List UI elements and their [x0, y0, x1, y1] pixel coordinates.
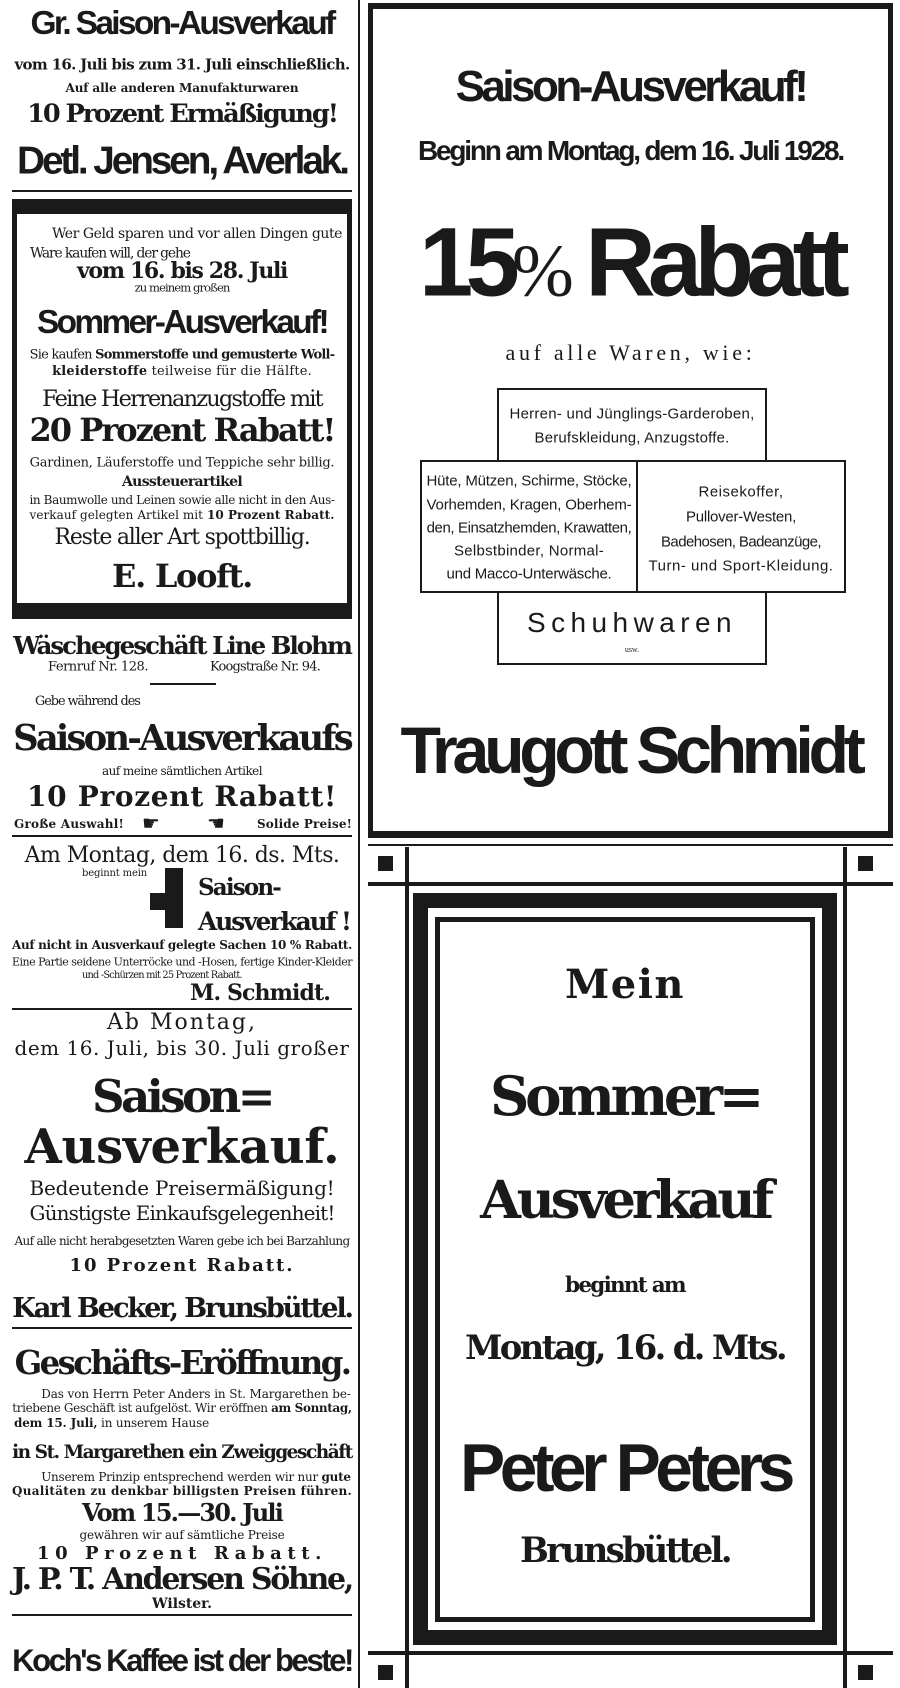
divider [12, 1614, 352, 1616]
andersen-body6: gewähren wir auf sämtliche Preise [79, 1528, 285, 1542]
m-schmidt-note: Auf nicht in Ausverkauf gelegte Sachen 10 % Rabatt. [12, 938, 352, 952]
peters-title1: Sommer= [490, 1064, 760, 1128]
left-column [12, 0, 352, 1688]
peters-begins: beginnt am [565, 1272, 685, 1298]
category-line: Hüte, Mützen, Schirme, Stöcke, [426, 472, 632, 490]
blohm-slogan-left: Große Auswahl! [14, 817, 124, 831]
m-schmidt-begins: beginnt mein [82, 868, 147, 879]
andersen-body4: Unserem Prinzip entsprechend werden wir nur gute [41, 1470, 351, 1484]
looft-rests: Reste aller Art spottbillig. [54, 525, 310, 550]
top-bar [12, 199, 352, 214]
becker-discount: 10 Prozent Rabatt. [69, 1255, 295, 1276]
divider [12, 1327, 352, 1329]
andersen-town: Wilster. [152, 1596, 212, 1612]
looft-note: Gardinen, Läuferstoffe und Teppiche sehr billig. [29, 455, 335, 471]
traugott-date: Beginn am Montag, dem 16. Juli 1928. [418, 135, 843, 166]
jensen-subline: Auf alle anderen Manufakturwaren [65, 81, 299, 95]
peters-town: Brunsbüttel. [520, 1530, 730, 1571]
andersen-body5: Qualitäten zu denkbar billigsten Preisen führen. [12, 1484, 352, 1498]
blohm-intro: Gebe während des [35, 694, 140, 710]
looft-heading: Aussteuerartikel [122, 474, 242, 490]
blohm-subline: auf meine sämtlichen Artikel [102, 764, 262, 778]
outer-line-top [368, 882, 893, 886]
shoes-note: usw. [624, 645, 640, 654]
category-line: Reisekoffer, [698, 483, 784, 501]
blohm-name: Wäschegeschäft Line Blohm [13, 631, 351, 660]
becker-title1: Saison= [92, 1070, 272, 1123]
short-rule [150, 683, 216, 685]
looft-intro2: Ware kaufen will, der gehe [30, 245, 190, 262]
m-schmidt-body2: und -Schürzen mit 25 Prozent Rabatt. [82, 970, 242, 982]
blohm-phone: Fernruf Nr. 128. [48, 659, 148, 675]
category-line: Turn- und Sport-Kleidung. [648, 557, 834, 575]
traugott-title: Saison-Ausverkauf! [455, 62, 806, 111]
decorative-square [150, 893, 165, 910]
m-schmidt-line1: Am Montag, dem 16. ds. Mts. [24, 843, 340, 868]
outer-line-bottom [368, 1651, 893, 1655]
becker-note: Auf alle nicht herabgesetzten Waren gebe ich bei Barzahlung [14, 1234, 350, 1248]
jensen-title: Gr. Saison-Ausverkauf [30, 5, 334, 42]
looft-dates: vom 16. bis 28. Juli [77, 258, 287, 284]
andersen-branch: in St. Margarethen ein Zweiggeschäft [12, 1442, 352, 1463]
jensen-dates: vom 16. Juli bis zum 31. Juli einschließlich. [14, 55, 350, 74]
thin-frame [435, 917, 815, 1622]
category-line: den, Einsatzhemden, Krawatten, [426, 519, 632, 537]
peters-mein: Mein [565, 961, 685, 1008]
decorative-bar [165, 868, 183, 928]
jensen-name: Detl. Jensen, Averlak. [17, 139, 347, 183]
looft-body2: kleiderstoffe teilweise für die Hälfte. [52, 364, 312, 380]
category-line: Herren- und Jünglings-Garderoben, [509, 405, 755, 423]
looft-title: Sommer-Ausverkauf! [37, 303, 327, 341]
peters-title2: Ausverkauf [480, 1170, 770, 1231]
andersen-name: J. P. T. Andersen Söhne, [12, 1562, 352, 1597]
category-line: Selbstbinder, Normal- [454, 542, 604, 560]
becker-name: Karl Becker, Brunsbüttel. [12, 1292, 352, 1324]
looft-intro1: Wer Geld sparen und vor allen Dingen gute [52, 226, 342, 242]
looft-discount: 20 Prozent Rabatt! [29, 411, 335, 449]
category-line: Vorhemden, Kragen, Oberhem- [426, 496, 632, 514]
peters-date: Montag, 16. d. Mts. [465, 1327, 785, 1367]
category-line: Pullover-Westen, [686, 508, 796, 526]
corner-square [378, 856, 393, 871]
percent-sign: % [511, 230, 566, 313]
divider [12, 190, 352, 192]
pointing-hand-right-icon: ☛ [142, 813, 160, 835]
andersen-dates: Vom 15.—30. Juli [82, 1498, 282, 1527]
looft-offer: Feine Herrenanzugstoffe mit [42, 385, 322, 412]
andersen-body2: triebene Geschäft ist aufgelöst. Wir eröffnen am Sonntag, [12, 1401, 352, 1415]
outer-line-left [405, 847, 409, 1688]
corner-square [378, 1665, 393, 1680]
pointing-hand-left-icon: ☚ [207, 813, 225, 835]
looft-body1: Sie kaufen Sommerstoffe und gemusterte Woll- [29, 347, 335, 363]
category-line: Badehosen, Badeanzüge, [661, 533, 821, 551]
category-line: und Macco-Unterwäsche. [446, 565, 612, 583]
corner-square [858, 856, 873, 871]
looft-name: E. Looft. [112, 557, 252, 595]
peters-name: Peter Peters [460, 1431, 790, 1506]
jensen-discount: 10 Prozent Ermäßigung! [27, 99, 337, 129]
divider [12, 835, 352, 837]
becker-slogan2: Günstigste Einkaufsgelegenheit! [29, 1201, 335, 1225]
m-schmidt-title1: Saison- [198, 874, 280, 901]
blohm-slogan-right: Solide Preise! [257, 817, 352, 831]
ad-peter-peters [368, 0, 893, 1688]
looft-body3: in Baumwolle und Leinen sowie alle nicht in den Aus- [29, 493, 335, 507]
corner-square [858, 1665, 873, 1680]
m-schmidt-name: M. Schmidt. [190, 980, 330, 1006]
andersen-discount: 10 Prozent Rabatt. [37, 1543, 327, 1564]
blohm-title: Saison-Ausverkaufs [13, 718, 351, 759]
category-line: Berufskleidung, Anzugstoffe. [534, 429, 730, 447]
traugott-intro: auf alle Waren, wie: [505, 340, 756, 365]
becker-title2: Ausverkauf. [24, 1119, 340, 1175]
column-divider [358, 0, 360, 1688]
bottom-bar [12, 603, 352, 619]
becker-slogan1: Bedeutende Preisermäßigung! [29, 1176, 335, 1200]
m-schmidt-title2: Ausverkauf ! [198, 907, 350, 936]
outer-line-right [843, 847, 847, 1688]
andersen-body1: Das von Herrn Peter Anders in St. Margarethen be- [41, 1387, 351, 1401]
koch-slogan: Koch's Kaffee ist der beste! [12, 1643, 352, 1678]
becker-line2: dem 16. Juli, bis 30. Juli großer [14, 1036, 350, 1060]
looft-invite: zu meinem großen [134, 280, 230, 295]
traugott-discount: 15% Rabatt [419, 207, 842, 317]
blohm-address: Koogstraße Nr. 94. [210, 659, 320, 675]
looft-body4: verkauf gelegten Artikel mit 10 Prozent Rabatt. [29, 508, 335, 522]
traugott-name: Traugott Schmidt [400, 714, 861, 788]
m-schmidt-body1: Eine Partie seidene Unterröcke und -Hosen, fertige Kinder-Kleider [12, 955, 352, 969]
becker-line1: Ab Montag, [107, 1010, 257, 1035]
andersen-body3: dem 15. Juli, in unserem Hause [14, 1416, 209, 1430]
andersen-title: Geschäfts-Eröffnung. [14, 1344, 350, 1382]
shoes-title: Schuhwaren [527, 607, 737, 638]
blohm-discount: 10 Prozent Rabatt! [27, 780, 337, 813]
